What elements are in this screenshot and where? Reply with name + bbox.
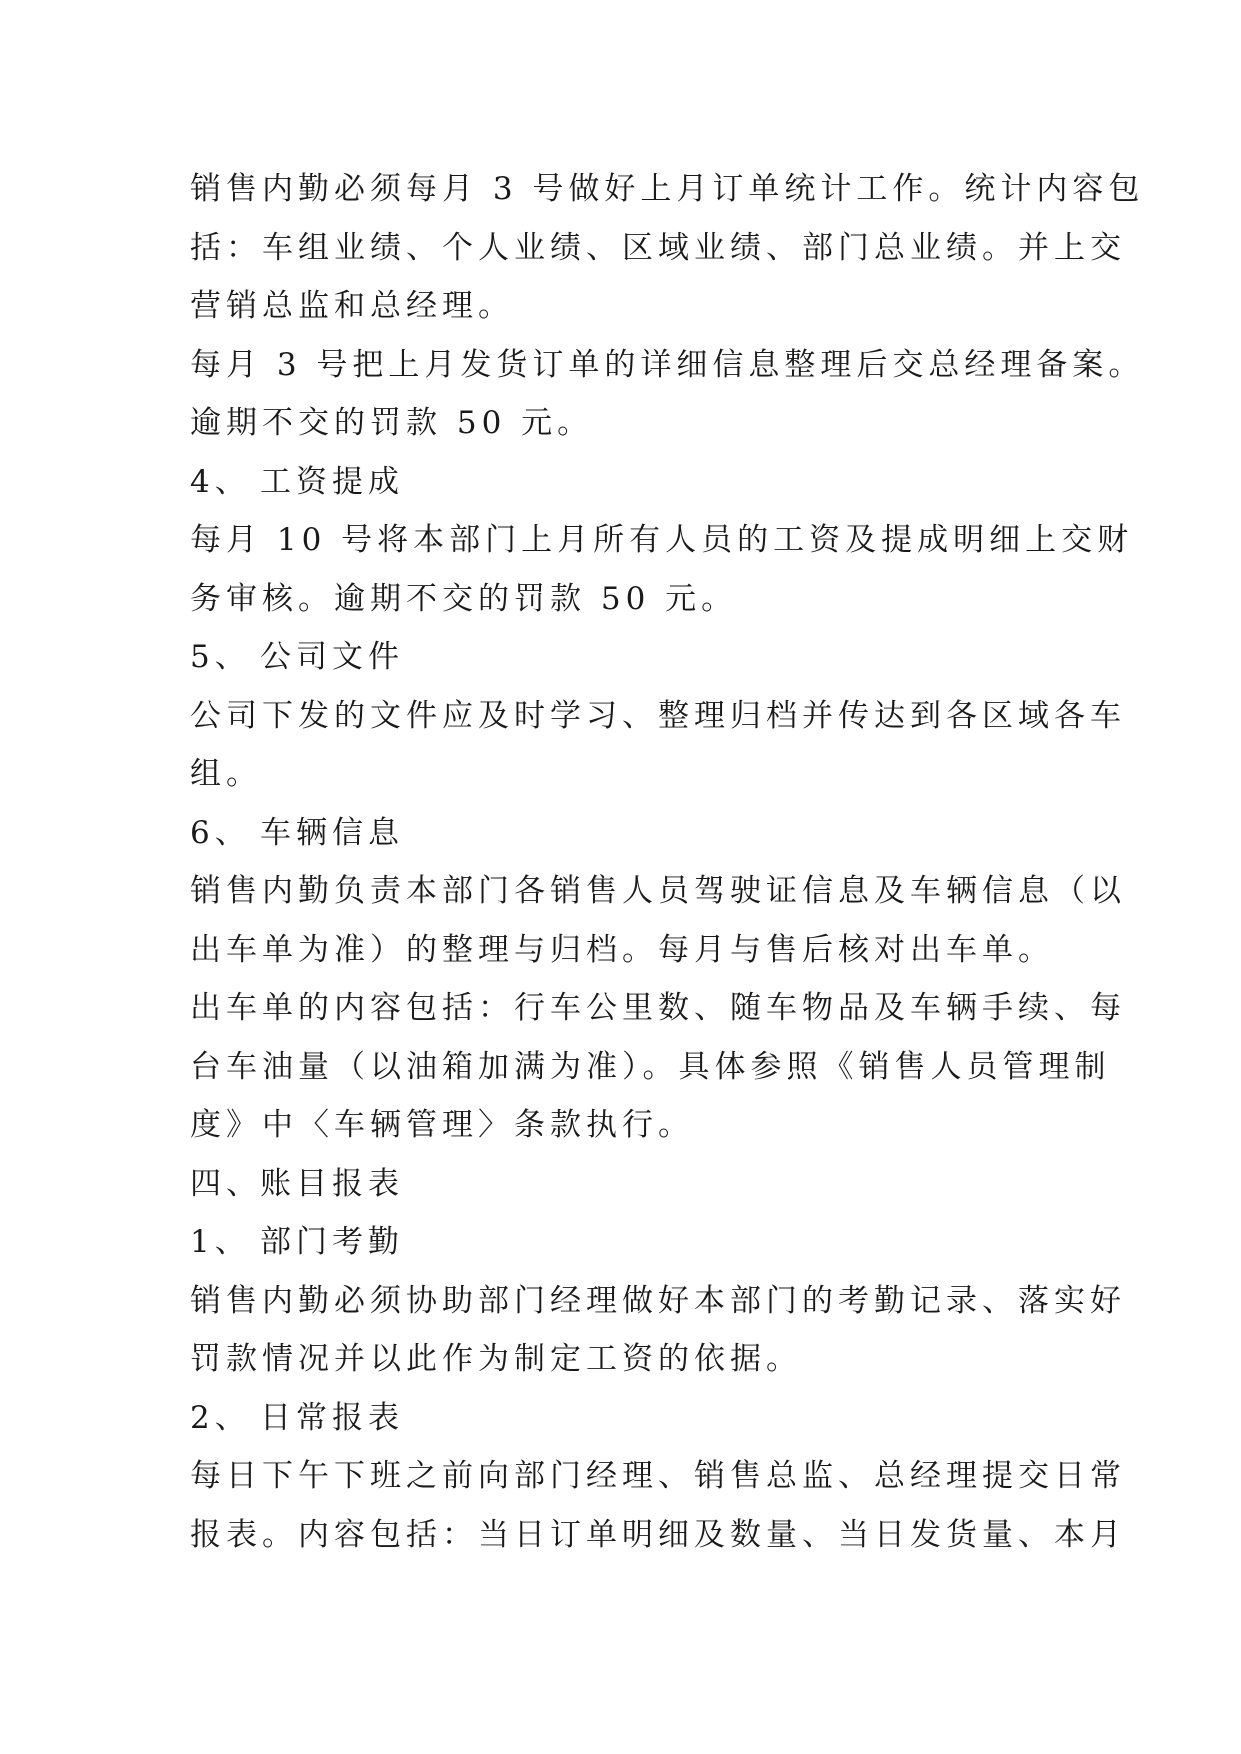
section-heading-vehicle-info <box>190 804 1090 863</box>
paragraph-line: 组。 <box>190 756 262 792</box>
heading-number: 4、 <box>190 463 251 500</box>
paragraph-line: 务审核。逾期不交的罚款 50 元。 <box>190 580 738 617</box>
paragraph-line: 括：车组业绩、个人业绩、区域业绩、部门总业绩。并上交 <box>190 229 1126 266</box>
heading-title: 车辆信息 <box>260 814 404 851</box>
paragraph-line: 销售内勤必须协助部门经理做好本部门的考勤记录、落实好 <box>190 1282 1126 1319</box>
heading-number: 1、 <box>190 1224 251 1260</box>
paragraph-line: 营销总监和总经理。 <box>190 288 514 324</box>
heading-title: 公司文件 <box>260 639 404 675</box>
paragraph-line: 出车单的内容包括：行车公里数、随车物品及车辆手续、每 <box>190 990 1126 1026</box>
heading-title: 工资提成 <box>260 463 404 500</box>
section-heading-daily-reports <box>190 1389 1090 1448</box>
paragraph-line: 每月 10 号将本部门上月所有人员的工资及提成明细上交财 <box>190 522 1134 558</box>
paragraph-line: 逾期不交的罚款 50 元。 <box>190 405 594 441</box>
paragraph-line: 销售内勤必须每月 3 号做好上月订单统计工作。统计内容包 <box>190 171 1145 207</box>
paragraph-line: 度》中〈车辆管理〉条款执行。 <box>190 1107 694 1143</box>
section-heading-accounts-reports <box>190 1155 1090 1214</box>
heading-title: 部门考勤 <box>260 1224 404 1260</box>
paragraph-line: 每日下午下班之前向部门经理、销售总监、总经理提交日常 <box>190 1458 1126 1494</box>
heading-number: 四、 <box>190 1165 262 1202</box>
paragraph-line: 出车单为准）的整理与归档。每月与售后核对出车单。 <box>190 931 1054 968</box>
heading-title: 日常报表 <box>260 1399 404 1436</box>
paragraph-line: 罚款情况并以此作为制定工资的依据。 <box>190 1341 802 1377</box>
heading-title: 账目报表 <box>260 1165 404 1202</box>
paragraph-line: 报表。内容包括：当日订单明细及数量、当日发货量、本月 <box>190 1516 1126 1553</box>
paragraph-line: 销售内勤负责本部门各销售人员驾驶证信息及车辆信息（以 <box>190 873 1126 909</box>
heading-number: 6、 <box>190 814 251 851</box>
heading-number: 5、 <box>190 639 251 675</box>
section-heading-salary-commission <box>190 453 1090 512</box>
document-body <box>190 160 1145 1564</box>
paragraph-line: 每月 3 号把上月发货订单的详细信息整理后交总经理备案。 <box>190 346 1145 383</box>
heading-number: 2、 <box>190 1399 251 1436</box>
paragraph-line: 公司下发的文件应及时学习、整理归档并传达到各区域各车 <box>190 697 1126 734</box>
paragraph-line: 台车油量（以油箱加满为准）。具体参照《销售人员管理制 <box>190 1048 1111 1085</box>
section-heading-company-documents <box>190 628 1090 687</box>
section-heading-attendance <box>190 1213 1090 1272</box>
